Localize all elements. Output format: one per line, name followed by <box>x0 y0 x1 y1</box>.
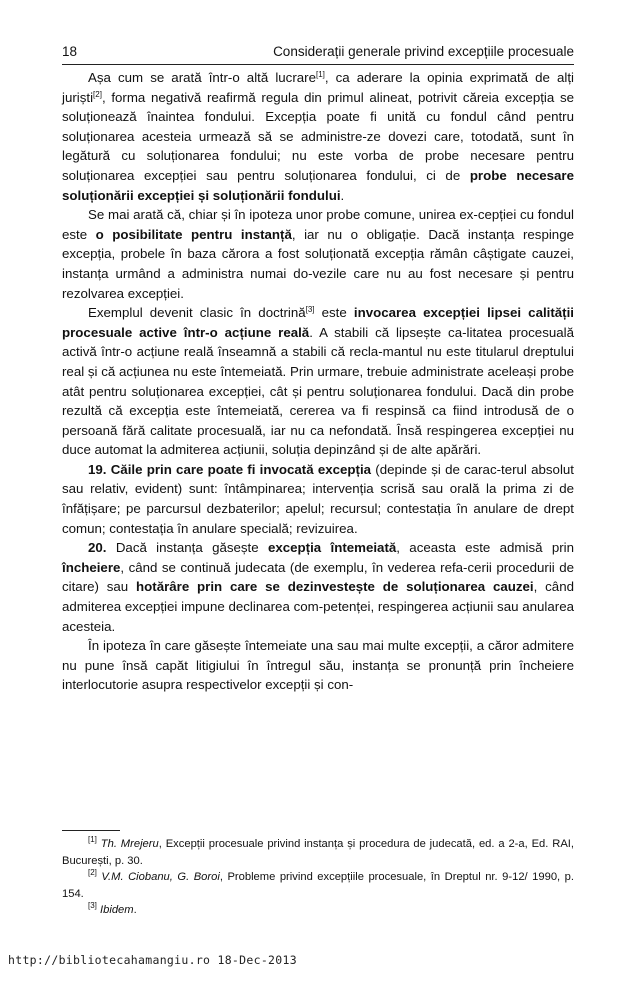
text-span: (depinde și de carac-terul absolut sau relativ, evident) sunt: întâmpinarea; intervenția scrisă sau orală la prima zi de înfățișare; pe parcursul dezbaterilor; apelul; recursul; contestația în anulare de drept comun; contestația în anulare specială; revizuirea. <box>62 461 574 536</box>
footnote-text: . <box>133 904 137 917</box>
footnote-marker: [3] <box>88 901 97 911</box>
page-number: 18 <box>62 44 78 59</box>
text-span: , iar nu o obligație. Dacă instanța respinge excepția, probele în baza cărora a fost soluționată excepția rămân câștigate cauzei, instanța urmând a administra numai do-vezile care nu au fost necesare și pentru rezolvarea excepției. <box>62 226 574 301</box>
bold-text: încheiere <box>62 559 121 575</box>
footnote-divider <box>62 830 120 831</box>
footnote-text: , Excepții procesuale privind instanța și procedura de judecată, ed. a 2-a, Ed. RAI, București, p. 30. <box>62 838 575 867</box>
text-span: . A stabili că lipsește ca-litatea procesuală activă într-o acțiune reală înseamnă a stabili că recla-mantul nu este titularul dreptului real și că acțiunea nu este întemeiată. Prin urmare, trebuie administrate aceleași probe atât pentru soluționarea excepției, cât și pentru soluționarea fondului. Dacă din probe rezultă că excepția este întemeiată, cererea va fi respinsă ca fiind introdusă de o persoană fără calitate procesuală, iar nu ca nefondată. Însă respingerea excepției nu duce automat la admiterea acțiunii, soluția depinzând și de alte apărări. <box>62 324 574 458</box>
text-span: , aceasta este admisă prin <box>396 540 574 556</box>
running-title: Considerații generale privind excepțiile procesuale <box>273 44 574 59</box>
footnote-author: Ibidem <box>100 904 134 917</box>
footnote <box>62 869 574 902</box>
section-heading: 19. Căile prin care poate fi invocată excepția <box>88 461 372 477</box>
text-span: Exemplul devenit clasic în doctrină <box>88 305 306 321</box>
footnote-author: V.M. Ciobanu, G. Boroi <box>101 871 220 884</box>
paragraph <box>62 538 574 636</box>
section-number: 20. <box>88 540 107 556</box>
main-text <box>62 68 574 695</box>
bold-text: excepția întemeiată <box>267 540 397 556</box>
bold-text: invocarea excepției lipsei calității procesuale active într-o acțiune reală <box>62 305 574 340</box>
footnote-text: , Probleme privind excepțiile procesuale, în Dreptul nr. 9-12/ 1990, p. 154. <box>62 871 574 900</box>
footnote-author: Th. Mrejeru <box>100 838 159 850</box>
text-span: , forma negativă reafirmă regula din primul alineat, potrivit căreia excepția se soluționează înaintea fondului. Excepția poate fi unită cu fondul când pentru soluționarea acesteia urmează să se administre-ze dovezi care, totodată, sunt în legătură cu soluționarea fondului; nu este vorba de probe necesare pentru soluționarea excepției sau pentru soluționarea fondului, ci de <box>62 89 574 183</box>
footnote-marker: [2] <box>88 868 97 878</box>
running-header <box>62 44 574 65</box>
paragraph <box>62 303 574 460</box>
bold-text: hotărâre prin care se dezinvestește de soluționarea cauzei <box>136 579 534 595</box>
text-span: , când se continuă judecata (de exemplu, în vederea refa-cerii procedurii de citare) sau <box>62 559 574 595</box>
footnote-ref: [3] <box>305 305 315 315</box>
paragraph <box>62 205 574 303</box>
text-span: . <box>340 187 345 203</box>
text-span: Așa cum se arată într-o altă lucrare <box>88 70 316 85</box>
footnotes <box>62 836 574 919</box>
footnote-marker: [1] <box>88 835 97 844</box>
paragraph <box>62 460 574 538</box>
text-span: În ipoteza în care găsește întemeiate una sau mai multe excepții, a căror admitere nu pune însă capăt litigiului în întregul său, instanța se pronunță prin încheiere interlocutorie asupra respectivelor excepții și con- <box>62 638 574 693</box>
paragraph <box>62 68 574 205</box>
footnote <box>62 836 574 869</box>
footnote <box>62 902 574 919</box>
text-span: , când admiterea excepției impune declinarea com-petenței, respingerea acțiunii sau anularea acesteia. <box>62 579 574 634</box>
bold-text: o posibilitate pentru instanță <box>95 226 292 242</box>
text-span: Se mai arată că, chiar și în ipoteza unor probe comune, unirea ex-cepției cu fondul este <box>62 207 574 242</box>
bold-text: probe necesare soluționării excepției și soluționării fondului <box>62 167 574 203</box>
text-span: este <box>314 305 354 321</box>
source-url-stamp: http://bibliotecahamangiu.ro 18-Dec-2013 <box>8 953 297 967</box>
text-span: , ca aderare la opinia exprimată de alți juriști <box>62 70 574 105</box>
footnote-ref: [1] <box>315 70 325 79</box>
text-span: Dacă instanța găsește <box>106 540 268 556</box>
footnote-ref: [2] <box>93 89 102 99</box>
paragraph <box>62 636 574 695</box>
